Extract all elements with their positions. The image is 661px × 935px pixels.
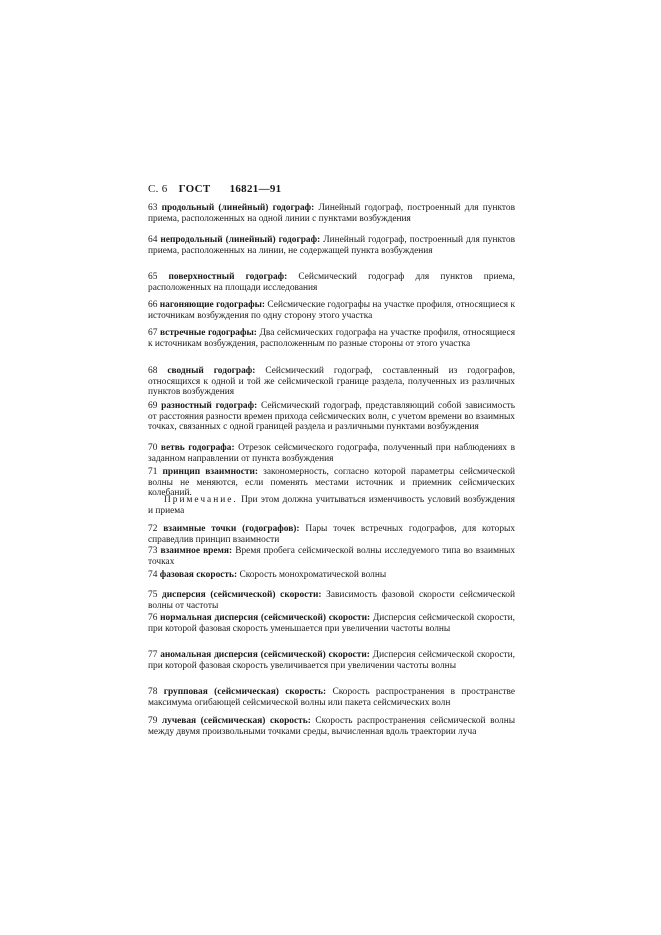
page-number: С. 6 bbox=[148, 183, 168, 195]
entry-number: 64 bbox=[148, 235, 158, 245]
entry-number: 79 bbox=[148, 716, 158, 726]
entry-term: взаимные точки (годографов): bbox=[163, 524, 300, 534]
term-entry bbox=[148, 570, 515, 581]
entry-number: 66 bbox=[148, 300, 158, 310]
entry-definition: Сейсмический годограф, составленный из годографов, относящихся к одной и той же сейсмической границе раздела, полученных из различных пунктов возбуждения bbox=[148, 366, 515, 398]
entry-term: продольный (линейный) годограф: bbox=[161, 203, 315, 213]
entry-term: разностный годограф: bbox=[161, 401, 258, 411]
entry-definition: Дисперсия сейсмической скорости, при которой фазовая скорость увеличивается при увеличении частоты волны bbox=[148, 650, 515, 671]
entry-number: 71 bbox=[148, 467, 158, 477]
term-entry bbox=[148, 650, 515, 671]
term-entry bbox=[148, 613, 515, 634]
entry-term: дисперсия (сейсмической) скорости: bbox=[162, 590, 322, 600]
term-entry bbox=[148, 716, 515, 737]
entry-term: взаимное время: bbox=[160, 546, 233, 556]
entry-definition: Скорость монохроматической волны bbox=[239, 570, 387, 580]
note-label: Примечание. bbox=[164, 495, 238, 505]
term-entry bbox=[148, 235, 515, 256]
entry-definition: Скорость распространения в пространстве максимума огибающей сейсмической волны или пакета сейсмических волн bbox=[148, 687, 516, 708]
entry-term: фазовая скорость: bbox=[159, 570, 238, 580]
entry-term: непродольный (линейный) годограф: bbox=[160, 235, 321, 245]
entry-definition: Пары точек встречных годографов, для которых справедлив принцип взаимности bbox=[148, 524, 516, 545]
entry-number: 74 bbox=[148, 570, 158, 580]
entry-number: 78 bbox=[148, 687, 158, 697]
entry-definition: Отрезок сейсмического годографа, полученный при наблюдениях в заданном направлении от пункта возбуждения bbox=[148, 443, 515, 464]
entry-definition: Сейсмический годограф для пунктов приема, расположенных на площади исследования bbox=[148, 272, 515, 293]
entry-term: ветвь годографа: bbox=[160, 443, 235, 453]
standard-number: 16821—91 bbox=[229, 183, 282, 195]
term-entry bbox=[148, 203, 515, 224]
entry-number: 72 bbox=[148, 524, 158, 534]
entry-term: поверхностный годограф: bbox=[168, 272, 288, 282]
entry-term: сводный годограф: bbox=[167, 366, 256, 376]
standard-label: ГОСТ bbox=[178, 183, 211, 195]
term-entry bbox=[148, 687, 515, 708]
entry-definition: Время пробега сейсмической волны исследуемого типа во взаимных точках bbox=[148, 546, 516, 567]
term-entry bbox=[148, 328, 515, 349]
entry-definition: Дисперсия сейсмической скорости, при которой фазовая скорость уменьшается при увеличении частоты волны bbox=[148, 613, 515, 634]
entry-number: 75 bbox=[148, 590, 158, 600]
term-entry bbox=[148, 590, 515, 611]
term-entry bbox=[148, 546, 515, 567]
entry-number: 70 bbox=[148, 443, 158, 453]
note bbox=[148, 495, 515, 516]
term-entry bbox=[148, 366, 515, 398]
note-text: При этом должна учитываться изменчивость условий возбуждения и приема bbox=[148, 495, 515, 516]
entry-number: 68 bbox=[148, 366, 158, 376]
entry-term: нормальная дисперсия (сейсмической) скорости: bbox=[160, 613, 371, 623]
term-entry bbox=[148, 443, 515, 464]
term-entry bbox=[148, 524, 515, 545]
entry-number: 73 bbox=[148, 546, 158, 556]
entry-number: 69 bbox=[148, 401, 158, 411]
term-entry bbox=[148, 272, 515, 293]
entry-term: аномальная дисперсия (сейсмической) скорости: bbox=[160, 650, 370, 660]
entry-number: 77 bbox=[148, 650, 158, 660]
entry-definition: Линейный годограф, построенный для пунктов приема, расположенных на линии, не содержащей пункта возбуждения bbox=[148, 235, 516, 256]
term-entry bbox=[148, 401, 515, 433]
entry-term: групповая (сейсмическая) скорость: bbox=[163, 687, 327, 697]
entry-number: 65 bbox=[148, 272, 158, 282]
entry-term: нагоняющие годографы: bbox=[159, 300, 266, 310]
entry-term: встречные годографы: bbox=[159, 328, 257, 338]
entry-definition: Сейсмический годограф, представляющий собой зависимость от расстояния разности времен прихода сейсмических волн, с учетом времени во взаимных точках, связанных с одной границей раздела и различными пунктами возбуждения bbox=[148, 401, 515, 433]
entry-definition: Зависимость фазовой скорости сейсмической волны от частоты bbox=[148, 590, 516, 611]
entry-definition: закономерность, согласно которой параметры сейсмической волны не меняются, если поменять местами источник и приемник сейсмических колебаний. bbox=[148, 467, 516, 499]
term-entry bbox=[148, 300, 515, 321]
page-header bbox=[148, 183, 289, 195]
entry-definition: Два сейсмических годографа на участке профиля, относящиеся к источникам возбуждения, расположенным по разные стороны от этого участка bbox=[148, 328, 516, 349]
entry-definition: Скорость распространения сейсмической волны между двумя произвольными точками среды, вычисленная вдоль траектории луча bbox=[148, 716, 516, 737]
entry-number: 67 bbox=[148, 328, 158, 338]
entry-number: 63 bbox=[148, 203, 158, 213]
entry-term: принцип взаимности: bbox=[162, 467, 258, 477]
entry-term: лучевая (сейсмическая) скорость: bbox=[161, 716, 311, 726]
entry-definition: Сейсмические годографы на участке профиля, относящиеся к источникам возбуждения по одну сторону этого участка bbox=[148, 300, 515, 321]
term-entry bbox=[148, 467, 515, 499]
entry-definition: Линейный годограф, построенный для пунктов приема, расположенных на одной линии с пунктами возбуждения bbox=[148, 203, 515, 224]
entry-number: 76 bbox=[148, 613, 158, 623]
